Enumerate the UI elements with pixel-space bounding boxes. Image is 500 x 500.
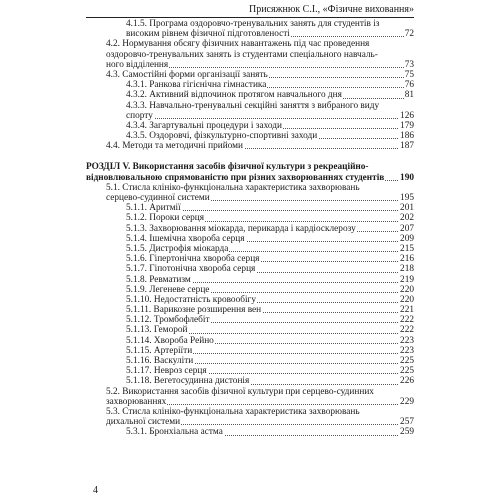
toc-entry — [86, 234, 414, 244]
toc-page-number: 257 — [400, 417, 414, 428]
toc-page-number: 202 — [400, 213, 414, 224]
toc-entry-text: 5.1.14. Хвороба Рейно — [126, 335, 214, 346]
toc-entry — [86, 80, 414, 90]
toc-entry-text: 5.1.5. Дистрофія міокарда — [126, 243, 229, 254]
toc-entry-text: 4.3.5. Оздоровчі, фізкультурно-спортивні заходи — [126, 131, 318, 142]
toc-page-number: 220 — [400, 294, 414, 305]
toc-entry — [86, 141, 414, 151]
toc-entry-text: 4.3.3. Навчально-тренувальні секційні заняття з вибраного виду — [126, 100, 380, 111]
toc-entry — [86, 315, 414, 325]
toc-entry-text: 4.3.4. Загартувальні процедури і заходи — [126, 120, 282, 131]
toc-entry-text: 5.1. Стисла клініко-функціональна характеристика захворювань — [106, 182, 360, 193]
toc-entry — [86, 193, 414, 203]
toc-page-number: 216 — [400, 254, 414, 265]
toc-page-number: 195 — [400, 193, 414, 203]
toc-page-number: 222 — [400, 315, 414, 326]
toc-entry — [86, 50, 414, 60]
toc-entry — [86, 213, 414, 223]
header-rule — [86, 17, 414, 18]
toc-section-bottom — [86, 162, 414, 437]
toc-page-number: 209 — [400, 233, 414, 244]
toc-entry-text: 5.1.9. Легеневе серце — [126, 284, 210, 295]
toc-page-number: 221 — [400, 305, 414, 316]
toc-entry-text: ного відділення — [106, 59, 169, 70]
page-number: 4 — [93, 485, 98, 496]
toc-page-number: 72 — [404, 29, 414, 40]
toc-page-number: 225 — [400, 356, 414, 366]
toc-entry-text: 5.1.2. Пороки серця — [126, 213, 204, 224]
toc-page-number: 225 — [400, 366, 414, 377]
toc-entry-text: 5.1.13. Геморой — [126, 325, 188, 336]
toc-entry-text: дихальної системи — [106, 417, 181, 428]
toc-entry-text: 5.2. Використання засобів фізичної культури при серцево-судинних — [106, 386, 374, 397]
toc-entry-text: 4.1.5. Програма оздоровчо-тренувальних занять для студентів із — [126, 19, 380, 29]
toc-entry-text: відновлювальною спрямованістю при різних захворюваннях студентів — [86, 172, 385, 183]
toc-entry — [86, 397, 414, 407]
table-of-contents — [86, 19, 414, 438]
header-title: Присяжнюк С.І., «Фізичне виховання» — [248, 4, 414, 15]
toc-page-number: 81 — [404, 90, 414, 101]
toc-entry — [86, 325, 414, 335]
toc-dot-leader — [126, 118, 414, 119]
toc-page-number: 190 — [400, 172, 414, 183]
toc-entry-text: 5.1.7. Гіпотонічна хвороба серця — [126, 264, 256, 275]
toc-entry-text: 5.1.8. Ревматизм — [126, 274, 191, 285]
toc-entry — [86, 336, 414, 346]
toc-entry-text: РОЗДІЛ V. Використання засобів фізичної культури з рекреаційно- — [86, 162, 369, 173]
toc-page-number: 223 — [400, 345, 414, 356]
toc-entry — [86, 224, 414, 234]
toc-entry — [86, 366, 414, 376]
toc-page-number: 229 — [400, 396, 414, 407]
toc-page-number: 215 — [400, 243, 414, 254]
toc-entry-text: 5.1.18. Вегетосудинна дистонія — [126, 376, 250, 387]
toc-entry-text: оздоровчо-тренувальних занять із студентами спеціального навчаль- — [106, 49, 378, 60]
toc-entry-text: 4.3.1. Ранкова гігієнічна гімнастика — [126, 80, 267, 91]
toc-entry — [86, 285, 414, 295]
toc-entry-text: серцево-судинної системи — [106, 193, 210, 203]
toc-entry — [86, 29, 414, 39]
toc-entry — [86, 407, 414, 417]
toc-page-number: 207 — [400, 223, 414, 234]
toc-entry — [86, 356, 414, 366]
toc-entry — [86, 90, 414, 100]
toc-page-number: 226 — [400, 376, 414, 387]
toc-entry-text: 5.1.6. Гіпертонічна хвороба серця — [126, 254, 260, 265]
toc-page-number: 73 — [404, 59, 414, 70]
toc-entry — [86, 60, 414, 70]
toc-entry-text: спорту — [126, 110, 153, 121]
toc-entry-text: 5.1.11. Варикозне розширення вен — [126, 305, 262, 316]
toc-entry-text: 5.1.17. Невроз серця — [126, 366, 207, 377]
toc-entry-text: 4.3.2. Активний відпочинок протягом навчального дня — [126, 90, 342, 101]
toc-entry — [86, 162, 414, 172]
toc-entry-text: 5.1.4. Ішемічна хвороба серця — [126, 233, 245, 244]
toc-entry — [86, 244, 414, 254]
toc-entry — [86, 111, 414, 121]
toc-entry-text: 5.3.1. Бронхіальна астма — [126, 427, 223, 438]
toc-entry — [86, 70, 414, 80]
toc-entry — [86, 254, 414, 264]
toc-page-number: 218 — [400, 264, 414, 275]
toc-page-number: 75 — [404, 69, 414, 80]
toc-entry-text: 5.1.12. Тромбофлебіт — [126, 315, 210, 326]
toc-entry-text: 5.1.1. Аритмії — [126, 203, 181, 214]
toc-entry — [86, 19, 414, 29]
toc-page-number: 259 — [400, 427, 414, 438]
toc-entry — [86, 295, 414, 305]
toc-entry — [86, 264, 414, 274]
toc-entry — [86, 131, 414, 141]
toc-page-number: 219 — [400, 274, 414, 285]
toc-page-number: 222 — [400, 325, 414, 336]
toc-entry — [86, 101, 414, 111]
section-gap — [86, 151, 414, 162]
toc-entry — [86, 275, 414, 285]
toc-entry — [86, 346, 414, 356]
toc-entry-text: 4.2. Нормування обсягу фізичних навантажень під час проведення — [106, 39, 370, 50]
toc-entry-text: захворюваннях — [106, 396, 167, 407]
toc-entry-text: 5.3. Стисла клініко-функціональна характеристика захворювань — [106, 406, 360, 417]
toc-entry-text: 5.1.16. Васкуліти — [126, 356, 194, 366]
toc-page-number: 220 — [400, 284, 414, 295]
toc-entry — [86, 183, 414, 193]
toc-entry — [86, 417, 414, 427]
toc-entry-text: 5.1.15. Артеріїти — [126, 345, 193, 356]
toc-entry — [86, 427, 414, 437]
toc-entry — [86, 39, 414, 49]
toc-entry-text: високим рівнем фізичної підготовленості — [126, 29, 290, 40]
toc-entry — [86, 173, 414, 183]
toc-entry-text: 5.1.10. Недостатність кровообігу — [126, 294, 256, 305]
toc-entry-text: 4.3. Самостійні форми організації занять — [106, 69, 268, 80]
toc-page-number: 179 — [400, 120, 414, 131]
toc-entry — [86, 376, 414, 386]
toc-entry-text: 5.1.3. Захворювання міокарда, перикарда і кардіосклерозу — [126, 223, 356, 234]
toc-page-number: 223 — [400, 335, 414, 346]
toc-page-number: 187 — [400, 141, 414, 152]
toc-page-number: 186 — [400, 131, 414, 142]
toc-page-number: 201 — [400, 203, 414, 214]
toc-entry — [86, 121, 414, 131]
toc-entry-text: 4.4. Методи та методичні прийоми — [106, 141, 244, 152]
toc-section-top — [86, 19, 414, 151]
toc-entry — [86, 387, 414, 397]
toc-page-number: 76 — [404, 80, 414, 91]
toc-page-number: 126 — [400, 110, 414, 121]
running-header — [0, 0, 500, 20]
toc-entry — [86, 203, 414, 213]
toc-entry — [86, 305, 414, 315]
